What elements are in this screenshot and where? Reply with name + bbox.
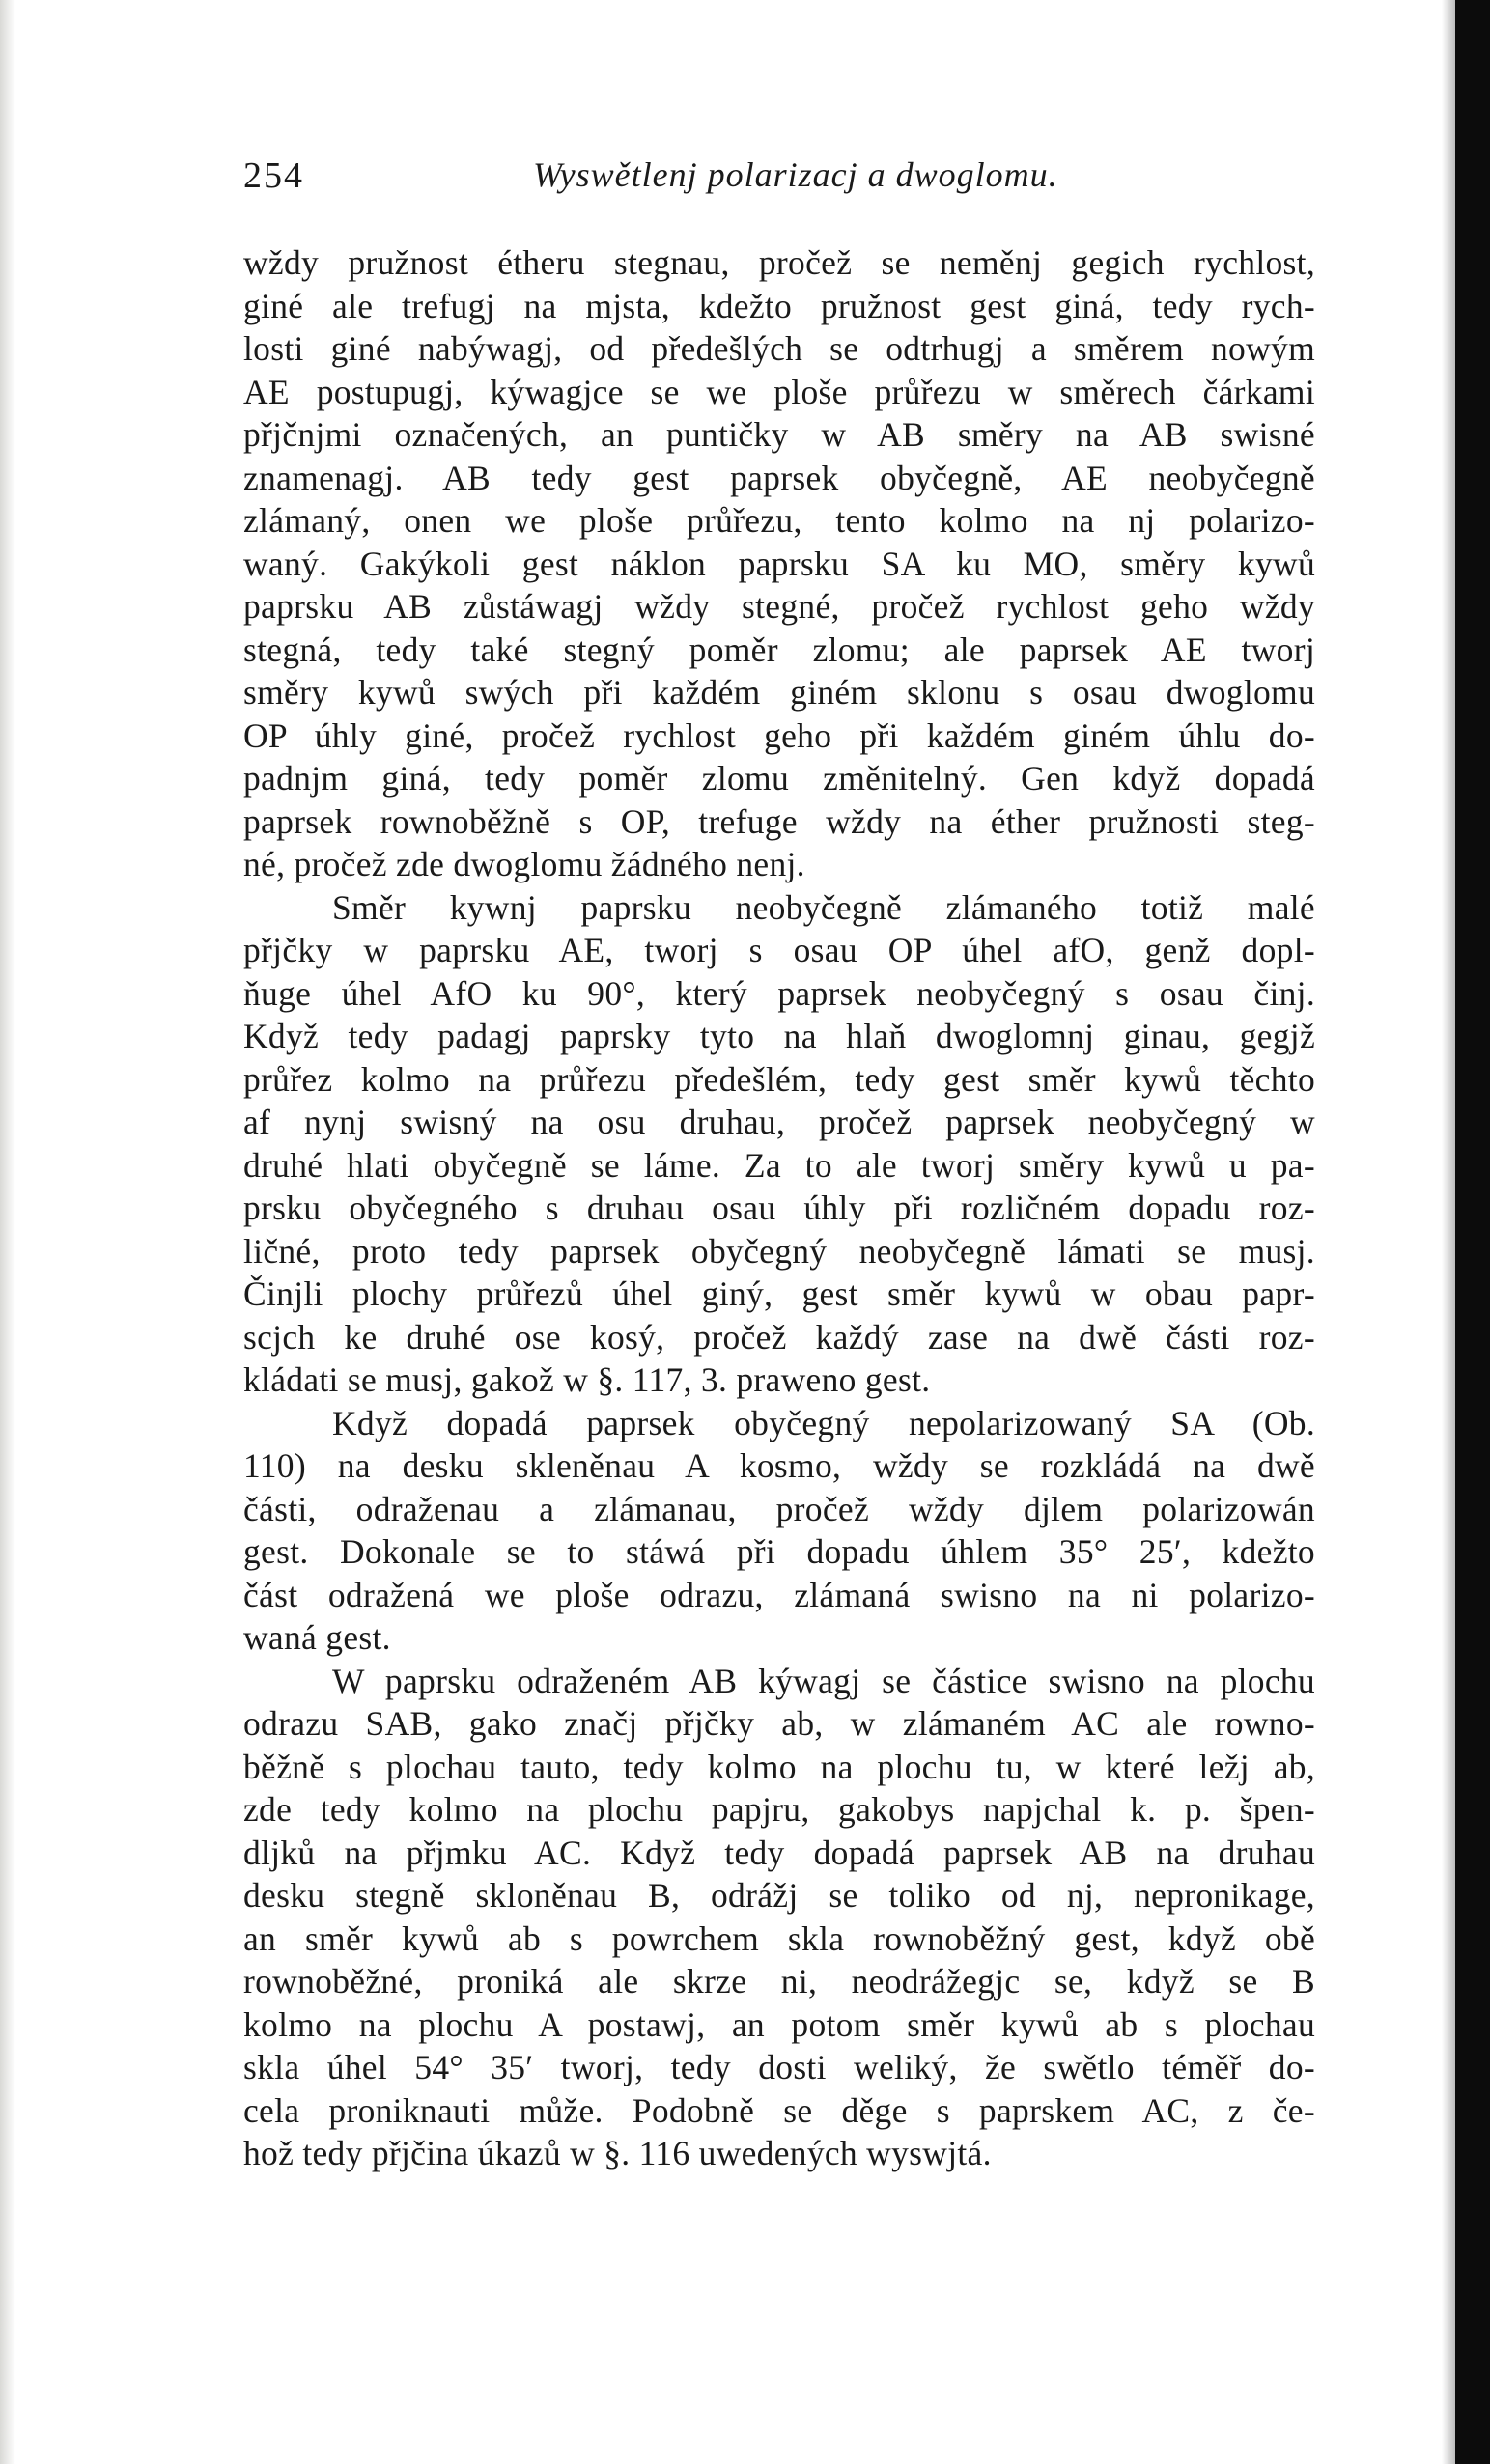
text-line: giné ale trefugj na mjsta, kdežto pružnost gest giná, tedy rych- xyxy=(243,286,1315,325)
text-line: skla úhel 54° 35′ tworj, tedy dosti weliký, že swětlo téměř do- xyxy=(243,2048,1315,2086)
body-text xyxy=(243,241,1315,2175)
text-line: dljků na přjmku AC. Když tedy dopadá paprsek AB na druhau xyxy=(243,1833,1315,1872)
text-line: an směr kywů ab s powrchem skla rownoběžný gest, když obě xyxy=(243,1918,1315,1958)
text-line: waný. Gakýkoli gest náklon paprsku SA ku MO, směry kywů xyxy=(243,544,1315,583)
text-line: stegná, tedy také stegný poměr zlomu; ale paprsek AE tworj xyxy=(243,630,1315,669)
page-header xyxy=(243,154,1315,209)
text-line: části, odraženau a zlámanau, pročež wždy djlem polarizowán xyxy=(243,1489,1315,1528)
text-line: Směr kywnj paprsku neobyčegně zlámaného totiž malé xyxy=(332,887,1315,927)
text-line: Když tedy padagj paprsky tyto na hlaň dwoglomnj ginau, gegjž xyxy=(243,1017,1315,1055)
text-line: průřez kolmo na průřezu předešlém, tedy gest směr kywů těchto xyxy=(243,1059,1315,1099)
text-line: desku stegně skloněnau B, odrážj se toliko od nj, nepronikage, xyxy=(243,1876,1315,1915)
text-line: padnjm giná, tedy poměr zlomu změnitelný. Gen když dopadá xyxy=(243,759,1315,798)
text-line: hož tedy přjčina úkazů w §. 116 uwedených wyswjtá. xyxy=(243,2134,992,2172)
page-edge-left xyxy=(0,0,15,2464)
text-line: část odražená we ploše odrazu, zlámaná swisno na ni polarizo- xyxy=(243,1575,1315,1614)
text-line: paprsku AB zůstáwagj wždy stegné, pročež rychlost geho wždy xyxy=(243,587,1315,626)
text-line: druhé hlati obyčegně se láme. Za to ale tworj směry kywů u pa- xyxy=(243,1145,1315,1185)
text-line: kládati se musj, gakož w §. 117, 3. praweno gest. xyxy=(243,1360,931,1399)
text-line: AE postupugj, kýwagjce se we ploše průřezu w směrech čárkami xyxy=(243,372,1315,411)
page-number: 254 xyxy=(243,155,304,196)
text-line: paprsek rownoběžně s OP, trefuge wždy na éther pružnosti steg- xyxy=(243,801,1315,841)
text-line: rownoběžné, proniká ale skrze ni, neodrážegjc se, když se B xyxy=(243,1962,1315,2001)
text-line: losti giné nabýwagj, od předešlých se odtrhugj a směrem nowým xyxy=(243,329,1315,368)
book-page xyxy=(243,154,1315,2175)
text-line: scjch ke druhé ose kosý, pročež každý zase na dwě části roz- xyxy=(243,1317,1315,1357)
text-line: zde tedy kolmo na plochu papjru, gakobys napjchal k. p. špen- xyxy=(243,1790,1315,1829)
text-line: waná gest. xyxy=(243,1618,391,1657)
paragraph xyxy=(243,886,1315,1402)
text-line: přjčnjmi označených, an puntičky w AB směry na AB swisné xyxy=(243,415,1315,454)
text-line: né, pročež zde dwoglomu žádného nenj. xyxy=(243,845,805,883)
text-line: odrazu SAB, gako značj přjčky ab, w zlámaném AC ale rowno- xyxy=(243,1704,1315,1743)
paragraph xyxy=(243,241,1315,886)
text-line: zlámaný, onen we ploše průřezu, tento kolmo na nj polarizo- xyxy=(243,501,1315,540)
text-line: znamenagj. AB tedy gest paprsek obyčegně, AE neobyčegně xyxy=(243,458,1315,497)
text-line: kolmo na plochu A postawj, an potom směr kywů ab s plochau xyxy=(243,2004,1315,2044)
text-line: af nynj swisný na osu druhau, pročež paprsek neobyčegný w xyxy=(243,1103,1315,1141)
text-line: směry kywů swých při každém giném sklonu s osau dwoglomu xyxy=(243,673,1315,712)
text-line: wždy pružnost étheru stegnau, pročež se neměnj gegich rychlost, xyxy=(243,243,1315,282)
text-line: 110) na desku skleněnau A kosmo, wždy se rozkládá na dwě xyxy=(243,1446,1315,1485)
text-line: cela proniknauti může. Podobně se děge s paprskem AC, z če- xyxy=(243,2090,1315,2130)
text-line: přjčky w paprsku AE, tworj s osau OP úhel afO, genž dopl- xyxy=(243,931,1315,969)
text-line: běžně s plochau tauto, tedy kolmo na plochu tu, w které ležj ab, xyxy=(243,1747,1315,1786)
paragraph xyxy=(243,1402,1315,1660)
text-line: ňuge úhel AfO ku 90°, který paprsek neobyčegný s osau činj. xyxy=(243,973,1315,1013)
paragraph xyxy=(243,1660,1315,2175)
text-line: prsku obyčegného s druhau osau úhly při rozličném dopadu roz- xyxy=(243,1189,1315,1227)
scan-border-right xyxy=(1455,0,1490,2464)
text-line: W paprsku odraženém AB kýwagj se částice swisno na plochu xyxy=(332,1661,1315,1700)
text-line: Činjli plochy průřezů úhel giný, gest směr kywů w obau papr- xyxy=(243,1274,1315,1313)
text-line: ličné, proto tedy paprsek obyčegný neobyčegně lámati se musj. xyxy=(243,1231,1315,1271)
page-edge-shadow xyxy=(1442,0,1455,2464)
running-title: Wyswětlenj polarizacj a dwoglomu. xyxy=(533,155,1058,194)
text-line: Když dopadá paprsek obyčegný nepolarizowaný SA (Ob. xyxy=(332,1403,1315,1442)
text-line: gest. Dokonale se to stáwá při dopadu úhlem 35° 25′, kdežto xyxy=(243,1532,1315,1571)
text-line: OP úhly giné, pročež rychlost geho při každém giném úhlu do- xyxy=(243,715,1315,755)
